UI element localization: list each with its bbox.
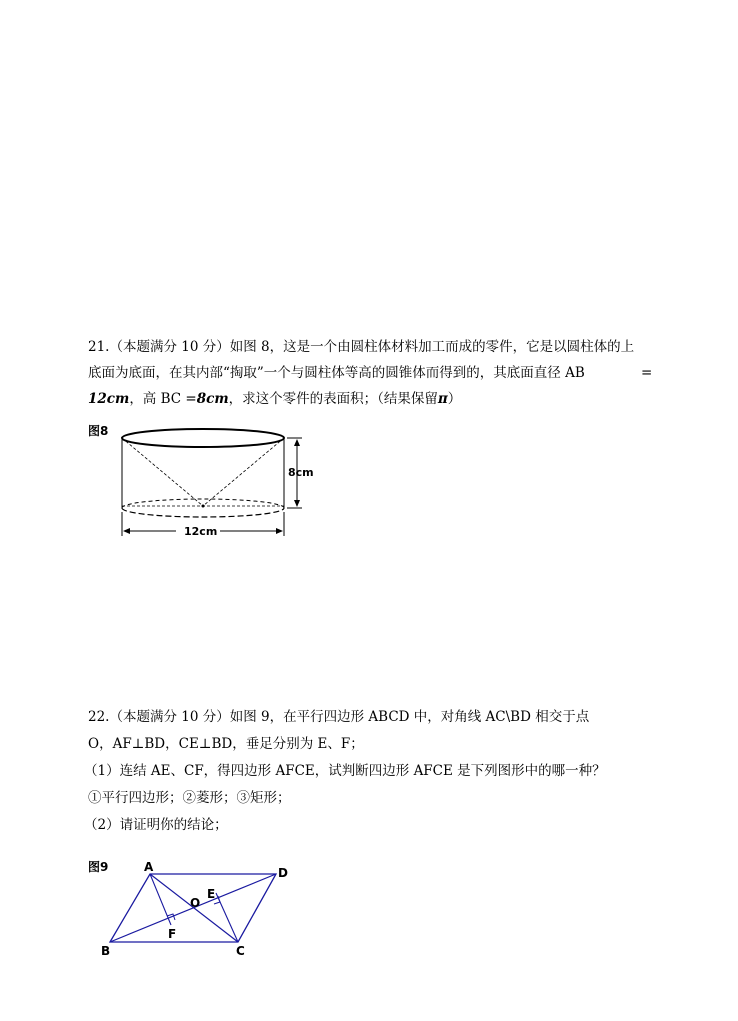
q21-line-1: 21.（本题满分 10 分）如图 8，这是一个由圆柱体材料加工而成的零件，它是以圆柱体的上 bbox=[88, 339, 635, 355]
point-f-label: F bbox=[168, 927, 177, 941]
point-d-label: D bbox=[278, 866, 288, 880]
q21-line-2 bbox=[88, 364, 585, 382]
base-center-point bbox=[202, 505, 205, 508]
q22-line-1: 22.（本题满分 10 分）如图 9，在平行四边形 ABCD 中，对角线 AC\BD 相交于点 bbox=[88, 709, 590, 725]
q22-line-3: （1）连结 AE、CF，得四边形 AFCE，试判断四边形 AFCE 是下列图形中的哪一种？ bbox=[84, 763, 606, 779]
q22-line-4: ①平行四边形；②菱形；③矩形； bbox=[88, 790, 291, 806]
q22-line-2: O，AF⊥BD，CE⊥BD，垂足分别为 E、F； bbox=[88, 736, 364, 752]
diameter-arrow-left bbox=[123, 528, 130, 534]
height-arrow-up bbox=[294, 439, 300, 446]
q21-height-value: 8 bbox=[196, 391, 207, 407]
fig9-parallelogram-diagram bbox=[96, 858, 306, 963]
fig8-label: 图8 bbox=[88, 424, 109, 438]
q21-close-paren: ） bbox=[447, 391, 462, 407]
diameter-arrow-right bbox=[276, 528, 283, 534]
point-b-label: B bbox=[101, 944, 111, 958]
point-e-label: E bbox=[207, 887, 216, 901]
q21-line-2-equals: = bbox=[641, 365, 653, 381]
point-o-label: O bbox=[190, 896, 201, 910]
q21-line-3 bbox=[88, 390, 461, 408]
q21-line-2-text: 底面为底面，在其内部“掏取”一个与圆柱体等高的圆锥体而得到的，其底面直径 AB bbox=[88, 365, 585, 381]
height-arrow-down bbox=[294, 500, 300, 507]
cylinder-top-ellipse bbox=[122, 429, 284, 447]
diameter-label: 12cm bbox=[184, 525, 218, 538]
cone-left-edge bbox=[122, 438, 203, 506]
q21-diameter-value: 12 bbox=[88, 391, 107, 407]
q21-height-unit: cm bbox=[206, 391, 229, 407]
height-label: 8cm bbox=[288, 466, 314, 479]
q21-diameter-unit: cm bbox=[106, 391, 130, 407]
q22-line-5: （2）请证明你的结论； bbox=[84, 817, 228, 833]
fig9-label: 图9 bbox=[88, 860, 109, 874]
cylinder-bottom-front bbox=[122, 508, 284, 517]
point-c-label: C bbox=[236, 944, 245, 958]
fig8-cylinder-diagram bbox=[112, 420, 332, 540]
q21-height-label: ，高 BC = bbox=[129, 391, 197, 407]
cone-right-edge bbox=[203, 438, 284, 506]
point-a-label: A bbox=[144, 860, 154, 874]
q21-question-text: ，求这个零件的表面积；（结果保留 bbox=[228, 391, 438, 407]
q21-pi-symbol: π bbox=[437, 391, 448, 407]
